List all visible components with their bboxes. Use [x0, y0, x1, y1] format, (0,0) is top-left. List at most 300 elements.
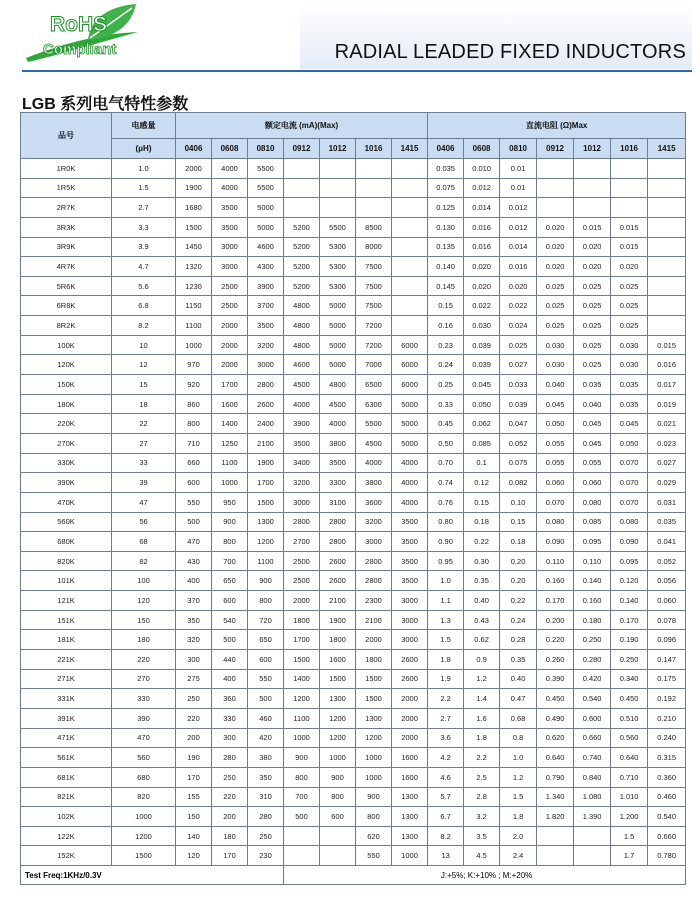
dc-resistance-cell: 1.8 [464, 728, 500, 748]
rated-current-cell: 5000 [392, 433, 428, 453]
rated-current-cell: 2000 [176, 159, 212, 179]
rated-current-cell: 600 [248, 650, 284, 670]
rated-current-cell: 900 [248, 571, 284, 591]
dc-resistance-cell: 0.460 [648, 787, 686, 807]
dc-resistance-cell: 0.075 [428, 178, 464, 198]
dc-resistance-cell: 0.045 [574, 414, 611, 434]
dc-resistance-cell: 8.2 [428, 826, 464, 846]
rated-current-cell: 4600 [248, 237, 284, 257]
dc-resistance-cell: 0.15 [464, 492, 500, 512]
rated-current-cell [320, 826, 356, 846]
rated-current-cell: 1600 [392, 767, 428, 787]
rated-current-cell: 2800 [320, 532, 356, 552]
rated-current-cell: 5000 [248, 198, 284, 218]
dc-resistance-cell: 0.200 [537, 610, 574, 630]
rated-current-cell: 1300 [356, 708, 392, 728]
dc-resistance-cell: 2.8 [464, 787, 500, 807]
rated-current-cell: 310 [248, 787, 284, 807]
dc-resistance-cell: 0.090 [611, 532, 648, 552]
header-size-dcr-1016: 1016 [611, 139, 648, 159]
dc-resistance-cell: 0.90 [428, 532, 464, 552]
dc-resistance-cell: 2.7 [428, 708, 464, 728]
dc-resistance-cell: 0.035 [611, 394, 648, 414]
dc-resistance-cell: 0.039 [464, 335, 500, 355]
inductance-cell: 680 [112, 767, 176, 787]
dc-resistance-cell: 0.560 [611, 728, 648, 748]
dc-resistance-cell [611, 159, 648, 179]
rated-current-cell: 2800 [284, 512, 320, 532]
dc-resistance-cell: 0.045 [537, 394, 574, 414]
dc-resistance-cell: 0.082 [500, 473, 537, 493]
dc-resistance-cell: 0.022 [500, 296, 537, 316]
dc-resistance-cell: 0.145 [428, 276, 464, 296]
dc-resistance-cell: 0.20 [500, 571, 537, 591]
dc-resistance-cell: 0.029 [648, 473, 686, 493]
dc-resistance-cell: 0.035 [428, 159, 464, 179]
dc-resistance-cell [648, 159, 686, 179]
dc-resistance-cell: 0.18 [500, 532, 537, 552]
rated-current-cell: 180 [212, 826, 248, 846]
rated-current-cell: 4000 [392, 453, 428, 473]
rated-current-cell: 4000 [284, 394, 320, 414]
rated-current-cell: 1000 [284, 728, 320, 748]
dc-resistance-cell: 0.540 [574, 689, 611, 709]
table-row [21, 748, 686, 768]
rated-current-cell: 5000 [392, 414, 428, 434]
rated-current-cell: 4800 [320, 375, 356, 395]
rated-current-cell: 1900 [248, 453, 284, 473]
dc-resistance-cell: 3.6 [428, 728, 464, 748]
dc-resistance-cell [648, 178, 686, 198]
dc-resistance-cell: 0.16 [428, 316, 464, 336]
inductance-cell: 470 [112, 728, 176, 748]
dc-resistance-cell: 2.4 [500, 846, 537, 866]
dc-resistance-cell: 0.027 [648, 453, 686, 473]
rated-current-cell [392, 159, 428, 179]
rated-current-cell: 1500 [248, 492, 284, 512]
inductance-cell: 6.8 [112, 296, 176, 316]
dc-resistance-cell [648, 257, 686, 277]
dc-resistance-cell: 0.01 [500, 159, 537, 179]
dc-resistance-cell: 0.047 [500, 414, 537, 434]
dc-resistance-cell: 0.620 [537, 728, 574, 748]
inductance-cell: 150 [112, 610, 176, 630]
dc-resistance-cell: 0.052 [500, 433, 537, 453]
inductance-cell: 12 [112, 355, 176, 375]
rated-current-cell: 1300 [248, 512, 284, 532]
rated-current-cell: 4000 [320, 414, 356, 434]
dc-resistance-cell: 0.025 [611, 276, 648, 296]
dc-resistance-cell: 1.200 [611, 807, 648, 827]
dc-resistance-cell: 0.01 [500, 178, 537, 198]
rohs-logo [10, 2, 150, 72]
dc-resistance-cell: 0.110 [574, 551, 611, 571]
dc-resistance-cell: 1.2 [464, 669, 500, 689]
rated-current-cell: 280 [248, 807, 284, 827]
rated-current-cell: 170 [176, 767, 212, 787]
part-number-cell: 1R5K [21, 178, 112, 198]
dc-resistance-cell: 0.170 [537, 591, 574, 611]
header-divider [22, 70, 692, 72]
rated-current-cell: 4800 [284, 296, 320, 316]
part-number-cell: 821K [21, 787, 112, 807]
rated-current-cell: 900 [212, 512, 248, 532]
dc-resistance-cell: 0.50 [428, 433, 464, 453]
dc-resistance-cell: 0.76 [428, 492, 464, 512]
dc-resistance-cell: 1.820 [537, 807, 574, 827]
table-row [21, 159, 686, 179]
part-number-cell: 181K [21, 630, 112, 650]
dc-resistance-cell: 5.7 [428, 787, 464, 807]
dc-resistance-cell: 0.22 [500, 591, 537, 611]
rated-current-cell: 380 [248, 748, 284, 768]
dc-resistance-cell: 0.030 [611, 355, 648, 375]
table-row [21, 787, 686, 807]
rated-current-cell: 720 [248, 610, 284, 630]
inductance-cell: 56 [112, 512, 176, 532]
dc-resistance-cell: 0.050 [537, 414, 574, 434]
inductance-cell: 27 [112, 433, 176, 453]
rated-current-cell: 7500 [356, 296, 392, 316]
dc-resistance-cell: 0.052 [648, 551, 686, 571]
part-number-cell: 270K [21, 433, 112, 453]
rated-current-cell: 2000 [212, 335, 248, 355]
rated-current-cell: 7200 [356, 335, 392, 355]
dc-resistance-cell: 0.20 [500, 551, 537, 571]
rated-current-cell: 3700 [248, 296, 284, 316]
rated-current-cell: 4500 [320, 394, 356, 414]
rated-current-cell: 1800 [284, 610, 320, 630]
dc-resistance-cell: 0.210 [648, 708, 686, 728]
dc-resistance-cell: 0.220 [537, 630, 574, 650]
dc-resistance-cell: 0.055 [537, 433, 574, 453]
rated-current-cell: 1680 [176, 198, 212, 218]
rated-current-cell: 1250 [212, 433, 248, 453]
table-row [21, 178, 686, 198]
dc-resistance-cell: 0.025 [611, 316, 648, 336]
inductance-cell: 180 [112, 630, 176, 650]
part-number-cell: 560K [21, 512, 112, 532]
rated-current-cell: 2000 [392, 689, 428, 709]
rated-current-cell: 3500 [212, 198, 248, 218]
dc-resistance-cell: 0.085 [574, 512, 611, 532]
dc-resistance-cell: 0.15 [500, 512, 537, 532]
header-size-current-0406: 0406 [176, 139, 212, 159]
dc-resistance-cell: 0.25 [428, 375, 464, 395]
rated-current-cell: 2000 [212, 355, 248, 375]
rated-current-cell: 2800 [248, 375, 284, 395]
dc-resistance-cell: 0.24 [428, 355, 464, 375]
rated-current-cell: 800 [320, 787, 356, 807]
table-row [21, 257, 686, 277]
dc-resistance-cell: 0.025 [574, 276, 611, 296]
rated-current-cell: 1000 [356, 767, 392, 787]
header-size-current-0810: 0810 [248, 139, 284, 159]
table-row [21, 689, 686, 709]
rated-current-cell: 1600 [320, 650, 356, 670]
rated-current-cell: 5500 [356, 414, 392, 434]
dc-resistance-cell: 3.2 [464, 807, 500, 827]
rated-current-cell: 500 [248, 689, 284, 709]
dc-resistance-cell: 0.035 [611, 375, 648, 395]
dc-resistance-cell: 0.175 [648, 669, 686, 689]
rated-current-cell: 3500 [212, 217, 248, 237]
rated-current-cell: 550 [176, 492, 212, 512]
part-number-cell: 152K [21, 846, 112, 866]
rated-current-cell: 155 [176, 787, 212, 807]
rated-current-cell: 5500 [320, 217, 356, 237]
dc-resistance-cell: 0.020 [464, 257, 500, 277]
dc-resistance-cell [574, 198, 611, 218]
dc-resistance-cell [648, 296, 686, 316]
rated-current-cell: 3000 [356, 532, 392, 552]
rated-current-cell [284, 178, 320, 198]
dc-resistance-cell: 0.022 [464, 296, 500, 316]
part-number-cell: 2R7K [21, 198, 112, 218]
dc-resistance-cell: 0.22 [464, 532, 500, 552]
dc-resistance-cell: 0.015 [611, 237, 648, 257]
dc-resistance-cell [537, 826, 574, 846]
rated-current-cell: 1600 [392, 748, 428, 768]
rated-current-cell [392, 237, 428, 257]
rated-current-cell: 800 [212, 532, 248, 552]
rated-current-cell [320, 159, 356, 179]
rated-current-cell: 3000 [284, 492, 320, 512]
table-row [21, 335, 686, 355]
dc-resistance-cell: 0.055 [574, 453, 611, 473]
tolerance-note: J:+5%; K:+10% ; M:+20% [284, 866, 686, 885]
dc-resistance-cell: 0.45 [428, 414, 464, 434]
rated-current-cell: 250 [212, 767, 248, 787]
dc-resistance-cell: 1.0 [500, 748, 537, 768]
dc-resistance-cell: 0.340 [611, 669, 648, 689]
rated-current-cell: 3900 [248, 276, 284, 296]
rated-current-cell: 1300 [392, 787, 428, 807]
part-number-cell: 100K [21, 335, 112, 355]
dc-resistance-cell: 3.5 [464, 826, 500, 846]
rated-current-cell: 6000 [392, 355, 428, 375]
dc-resistance-cell: 0.490 [537, 708, 574, 728]
rated-current-cell: 5200 [284, 276, 320, 296]
dc-resistance-cell: 0.035 [648, 512, 686, 532]
dc-resistance-cell: 0.025 [574, 296, 611, 316]
rated-current-cell: 3800 [320, 433, 356, 453]
dc-resistance-cell: 0.120 [611, 571, 648, 591]
rated-current-cell: 3000 [392, 610, 428, 630]
dc-resistance-cell: 0.62 [464, 630, 500, 650]
dc-resistance-cell: 0.140 [611, 591, 648, 611]
rated-current-cell: 1100 [212, 453, 248, 473]
dc-resistance-cell: 0.70 [428, 453, 464, 473]
dc-resistance-cell: 0.060 [648, 591, 686, 611]
rated-current-cell: 300 [176, 650, 212, 670]
table-row [21, 316, 686, 336]
rated-current-cell: 7000 [356, 355, 392, 375]
dc-resistance-cell: 0.035 [574, 375, 611, 395]
dc-resistance-cell [574, 826, 611, 846]
dc-resistance-cell: 1.8 [500, 807, 537, 827]
rated-current-cell: 950 [212, 492, 248, 512]
table-row [21, 767, 686, 787]
dc-resistance-cell: 0.025 [537, 316, 574, 336]
dc-resistance-cell: 0.020 [537, 257, 574, 277]
dc-resistance-cell: 0.040 [537, 375, 574, 395]
dc-resistance-cell: 2.0 [500, 826, 537, 846]
inductance-cell: 3.3 [112, 217, 176, 237]
table-row [21, 237, 686, 257]
inductance-cell: 100 [112, 571, 176, 591]
dc-resistance-cell: 0.056 [648, 571, 686, 591]
dc-resistance-cell: 0.12 [464, 473, 500, 493]
inductance-cell: 15 [112, 375, 176, 395]
dc-resistance-cell [574, 846, 611, 866]
dc-resistance-cell: 0.80 [428, 512, 464, 532]
rated-current-cell: 430 [176, 551, 212, 571]
rated-current-cell: 1700 [248, 473, 284, 493]
inductance-cell: 22 [112, 414, 176, 434]
rated-current-cell: 7200 [356, 316, 392, 336]
rated-current-cell: 280 [212, 748, 248, 768]
rated-current-cell [284, 826, 320, 846]
part-number-cell: 4R7K [21, 257, 112, 277]
table-row [21, 826, 686, 846]
dc-resistance-cell: 0.015 [648, 335, 686, 355]
part-number-cell: 391K [21, 708, 112, 728]
inductance-cell: 1500 [112, 846, 176, 866]
dc-resistance-cell: 0.050 [464, 394, 500, 414]
header-dc-resistance: 直流电阻 (Ω)Max [428, 113, 686, 139]
dc-resistance-cell: 0.390 [537, 669, 574, 689]
part-number-cell: 122K [21, 826, 112, 846]
dc-resistance-cell: 1.8 [428, 650, 464, 670]
rated-current-cell: 1500 [356, 669, 392, 689]
rated-current-cell: 550 [248, 669, 284, 689]
dc-resistance-cell: 4.2 [428, 748, 464, 768]
dc-resistance-cell: 0.780 [648, 846, 686, 866]
dc-resistance-cell: 0.010 [464, 159, 500, 179]
table-row [21, 571, 686, 591]
rated-current-cell: 1000 [320, 748, 356, 768]
dc-resistance-cell: 0.15 [428, 296, 464, 316]
spec-table-container [20, 112, 685, 885]
rated-current-cell: 3000 [392, 630, 428, 650]
part-number-cell: 820K [21, 551, 112, 571]
rated-current-cell: 1200 [284, 689, 320, 709]
rated-current-cell: 230 [248, 846, 284, 866]
dc-resistance-cell: 0.110 [537, 551, 574, 571]
rated-current-cell: 1400 [212, 414, 248, 434]
dc-resistance-cell: 0.016 [464, 217, 500, 237]
dc-resistance-cell [648, 316, 686, 336]
dc-resistance-cell: 0.012 [500, 217, 537, 237]
table-row [21, 198, 686, 218]
part-number-cell: 330K [21, 453, 112, 473]
rated-current-cell: 4000 [212, 178, 248, 198]
rated-current-cell: 920 [176, 375, 212, 395]
dc-resistance-cell: 0.9 [464, 650, 500, 670]
rated-current-cell: 3200 [248, 335, 284, 355]
rated-current-cell [392, 217, 428, 237]
dc-resistance-cell: 0.024 [500, 316, 537, 336]
dc-resistance-cell: 0.014 [500, 237, 537, 257]
dc-resistance-cell: 0.95 [428, 551, 464, 571]
table-row [21, 414, 686, 434]
dc-resistance-cell: 0.015 [611, 217, 648, 237]
rated-current-cell: 4600 [284, 355, 320, 375]
rated-current-cell: 600 [320, 807, 356, 827]
rated-current-cell: 620 [356, 826, 392, 846]
rated-current-cell: 700 [284, 787, 320, 807]
dc-resistance-cell: 0.070 [611, 492, 648, 512]
rated-current-cell: 5500 [248, 178, 284, 198]
rated-current-cell: 1300 [392, 826, 428, 846]
inductance-cell: 1.0 [112, 159, 176, 179]
inductance-cell: 560 [112, 748, 176, 768]
dc-resistance-cell: 0.280 [574, 650, 611, 670]
rated-current-cell: 900 [320, 767, 356, 787]
rated-current-cell: 800 [356, 807, 392, 827]
rated-current-cell: 5300 [320, 237, 356, 257]
inductance-cell: 1200 [112, 826, 176, 846]
part-number-cell: 5R6K [21, 276, 112, 296]
dc-resistance-cell: 0.027 [500, 355, 537, 375]
inductance-cell: 390 [112, 708, 176, 728]
dc-resistance-cell: 0.096 [648, 630, 686, 650]
dc-resistance-cell: 0.033 [500, 375, 537, 395]
dc-resistance-cell [648, 198, 686, 218]
dc-resistance-cell: 0.020 [574, 237, 611, 257]
rated-current-cell: 6000 [392, 335, 428, 355]
dc-resistance-cell: 0.260 [537, 650, 574, 670]
rated-current-cell: 190 [176, 748, 212, 768]
header-size-current-1415: 1415 [392, 139, 428, 159]
rated-current-cell [392, 178, 428, 198]
rated-current-cell: 6500 [356, 375, 392, 395]
dc-resistance-cell [574, 159, 611, 179]
dc-resistance-cell: 0.140 [574, 571, 611, 591]
rated-current-cell: 900 [284, 748, 320, 768]
rated-current-cell: 5000 [320, 296, 356, 316]
rated-current-cell: 8500 [356, 217, 392, 237]
dc-resistance-cell: 0.250 [611, 650, 648, 670]
rated-current-cell: 1200 [320, 728, 356, 748]
dc-resistance-cell: 0.045 [574, 433, 611, 453]
dc-resistance-cell: 0.35 [464, 571, 500, 591]
dc-resistance-cell: 0.8 [500, 728, 537, 748]
rated-current-cell: 6300 [356, 394, 392, 414]
header-size-dcr-0406: 0406 [428, 139, 464, 159]
dc-resistance-cell: 0.30 [464, 551, 500, 571]
dc-resistance-cell: 6.7 [428, 807, 464, 827]
rated-current-cell: 2800 [320, 512, 356, 532]
rated-current-cell: 360 [212, 689, 248, 709]
dc-resistance-cell: 0.40 [464, 591, 500, 611]
rated-current-cell: 3000 [212, 257, 248, 277]
rated-current-cell: 4800 [284, 335, 320, 355]
dc-resistance-cell: 0.450 [611, 689, 648, 709]
rated-current-cell: 2500 [284, 551, 320, 571]
dc-resistance-cell: 0.640 [537, 748, 574, 768]
rated-current-cell: 650 [212, 571, 248, 591]
rated-current-cell: 4000 [392, 473, 428, 493]
inductance-cell: 2.7 [112, 198, 176, 218]
inductance-cell: 270 [112, 669, 176, 689]
part-number-cell: 8R2K [21, 316, 112, 336]
rated-current-cell [392, 276, 428, 296]
rated-current-cell: 1900 [320, 610, 356, 630]
part-number-cell: 220K [21, 414, 112, 434]
inductance-cell: 5.6 [112, 276, 176, 296]
